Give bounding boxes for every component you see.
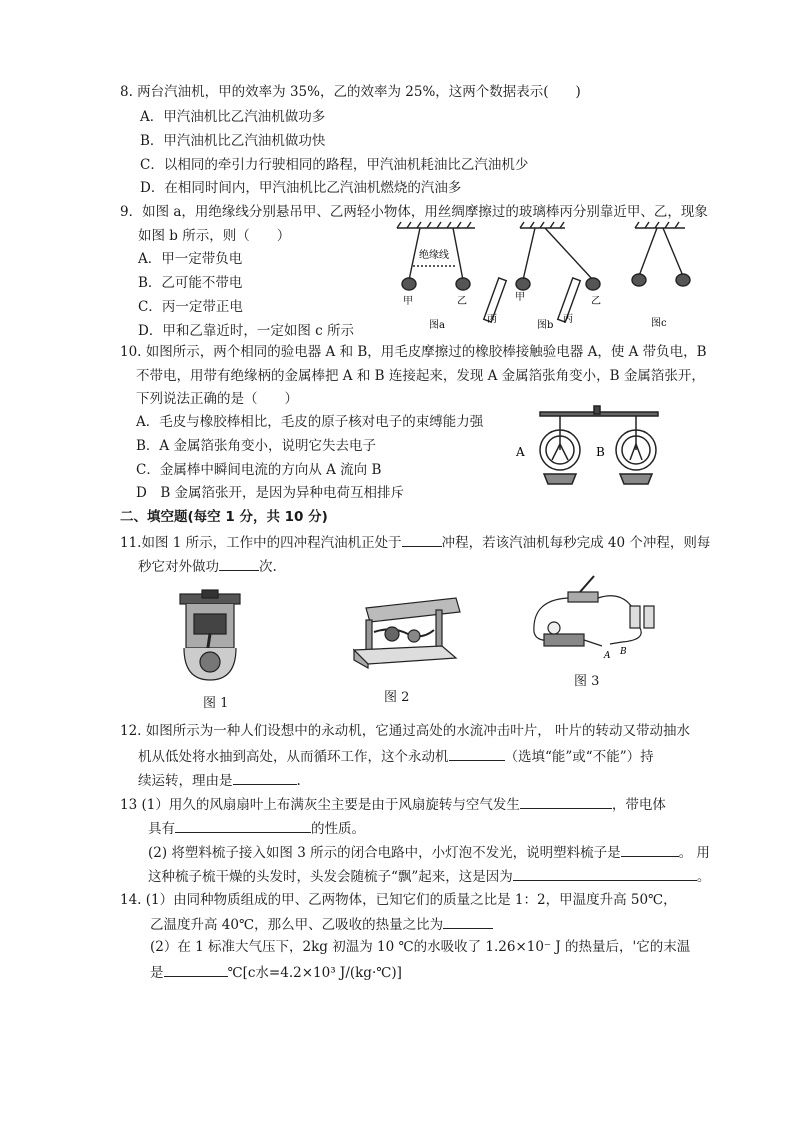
q9-option-c: C．丙一定带正电	[138, 299, 243, 315]
q13-text-3a: (2) 将塑料梳子接入如图 3 所示的闭合电路中，小灯泡不发光，说明塑料梳子是	[148, 845, 621, 861]
q12-blank-2[interactable]	[233, 770, 297, 785]
label-jia-a: 甲	[403, 296, 413, 307]
q9-option-b: B．乙可能不带电	[138, 275, 243, 291]
section-2-title: 二、填空题(每空 1 分，共 10 分)	[120, 509, 328, 525]
q13-text-3b: 。 用	[678, 845, 710, 861]
q14-line2	[150, 914, 493, 934]
q13-blank-4[interactable]	[513, 866, 697, 881]
q13-blank-2[interactable]	[175, 818, 311, 833]
q14-line3: (2）在 1 标准大气压下，2kg 初温为 10 ℃的水吸收了 1.26×10⁻ J 的热量后，'它的末温	[150, 939, 691, 955]
q10-stem-line1: 10. 如图所示，两个相同的验电器 A 和 B，用毛皮摩擦过的橡胶棒接触验电器 A，使 A 带负电，B	[120, 344, 707, 360]
q11-line1	[120, 532, 710, 552]
q11-line2	[138, 556, 277, 576]
label-jia-b: 甲	[515, 292, 525, 303]
q10-option-b: B．A 金属箔张角变小，说明它失去电子	[136, 438, 376, 454]
q14-blank-2[interactable]	[164, 962, 228, 977]
q9-option-d: D．甲和乙靠近时，一定如图 c 所示	[138, 323, 354, 339]
q13-text-4a: 这种梳子梳干燥的头发时，头发会随梳子“飘”起来，这是因为	[148, 869, 513, 885]
q13-text-2a: 具有	[148, 821, 175, 837]
svg-text:A: A	[604, 651, 611, 661]
label-yi-b: 乙	[591, 296, 601, 307]
electroscope-label-b: B	[596, 445, 605, 459]
q10-figure	[512, 404, 687, 494]
q12-text-2a: 机从低处将水抽到高处，从而循环工作，这个永动机	[138, 749, 449, 765]
q11-text-3: 秒它对外做功	[138, 559, 219, 575]
q13-text-1b: ，带电体	[611, 797, 666, 813]
label-yi-a: 乙	[457, 296, 467, 307]
q9-option-a: A．甲一定带负电	[138, 251, 243, 267]
label-bing-1: 丙	[487, 314, 497, 325]
q8-option-c: C．以相同的牵引力行驶相同的路程，甲汽油机耗油比乙汽油机少	[140, 157, 529, 173]
caption-fig-b: 图b	[537, 320, 554, 331]
fig-b	[484, 222, 600, 322]
figure-2-machine	[352, 590, 464, 672]
figure-1-caption: 图 1	[203, 696, 229, 711]
q12-text-3a: 续运转，理由是	[138, 773, 233, 789]
q11-text-1: 11.如图 1 所示，工作中的四冲程汽油机正处于	[120, 535, 402, 551]
q13-line4	[148, 866, 710, 886]
fig-c	[632, 222, 690, 286]
electroscope-label-a: A	[516, 445, 525, 459]
q12-text-2b: （选填“能”或“不能”）持	[504, 749, 654, 765]
svg-text:B: B	[620, 647, 627, 657]
q10-option-c: C．金属棒中瞬间电流的方向从 A 流向 B	[136, 462, 382, 478]
q10-stem-line2: 不带电，用带有绝缘柄的金属棒把 A 和 B 连接起来，发现 A 金属箔张角变小，B 金属箔张开，	[136, 368, 705, 384]
q14-text-4a: 是	[150, 965, 164, 981]
q10-option-a: A．毛皮与橡胶棒相比，毛皮的原子核对电子的束缚能力强	[136, 414, 484, 430]
q8-option-b: B．甲汽油机比乙汽油机做功快	[140, 133, 326, 149]
q9-stem-line2: 如图 b 所示，则（ ）	[138, 228, 291, 244]
q14-blank-1[interactable]	[443, 914, 493, 929]
caption-fig-c: 图c	[651, 318, 667, 329]
q10-option-d: D B 金属箔张开，是因为异种电荷互相排斥	[136, 485, 405, 501]
q13-line3	[148, 842, 710, 862]
figure-2-caption: 图 2	[384, 690, 410, 705]
q13-text-2b: 的性质。	[311, 821, 365, 837]
q12-line2	[138, 746, 654, 766]
q13-blank-3[interactable]	[621, 842, 679, 857]
q14-text-2: 乙温度升高 40℃，那么甲、乙吸收的热量之比为	[150, 917, 444, 933]
q13-blank-1[interactable]	[520, 794, 612, 809]
q8-option-d: D．在相同时间内，甲汽油机比乙汽油机燃烧的汽油多	[140, 180, 462, 196]
q11-text-4: 次.	[259, 559, 277, 575]
q9-figure	[395, 222, 715, 332]
q13-text-1a: 13 (1）用久的风扇扇叶上布满灰尘主要是由于风扇旋转与空气发生	[120, 797, 520, 813]
label-insulating-line: 绝缘线	[419, 250, 449, 261]
q12-text-3b: .	[296, 773, 301, 789]
q12-line3	[138, 770, 301, 790]
q14-text-4b: ℃[c水=4.2×10³ J/(kg·℃)]	[227, 965, 402, 981]
q12-blank-1[interactable]	[449, 746, 505, 761]
q13-text-4b: 。	[696, 869, 711, 885]
q14-line4	[150, 962, 402, 982]
figure-3-caption: 图 3	[574, 674, 600, 689]
q10-stem-line3: 下列说法正确的是（ ）	[136, 391, 298, 407]
q11-blank-1[interactable]	[402, 532, 442, 547]
q12-line1: 12. 如图所示为一种人们设想中的永动机，它通过高处的水流冲击叶片， 叶片的转动又带动抽水	[120, 723, 691, 739]
q11-text-2: 冲程，若该汽油机每秒完成 40 个冲程，则每	[441, 535, 711, 551]
q11-blank-2[interactable]	[219, 556, 259, 571]
q13-line1	[120, 794, 666, 814]
figure-3-circuit	[522, 570, 674, 662]
caption-fig-a: 图a	[429, 320, 445, 331]
figure-1-engine	[176, 590, 244, 685]
q9-stem-line1: 9．如图 a，用绝缘线分别悬吊甲、乙两轻小物体，用丝绸摩擦过的玻璃棒丙分别靠近甲、乙，现象	[120, 204, 708, 220]
q8-stem: 8. 两台汽油机，甲的效率为 35%，乙的效率为 25%，这两个数据表示( )	[120, 84, 581, 100]
label-bing-2: 丙	[563, 314, 573, 325]
q14-line1: 14. (1）由同种物质组成的甲、乙两物体，已知它们的质量之比是 1：2，甲温度升高 50℃，	[120, 892, 677, 908]
q8-option-a: A．甲汽油机比乙汽油机做功多	[140, 109, 326, 125]
q13-line2	[148, 818, 365, 838]
